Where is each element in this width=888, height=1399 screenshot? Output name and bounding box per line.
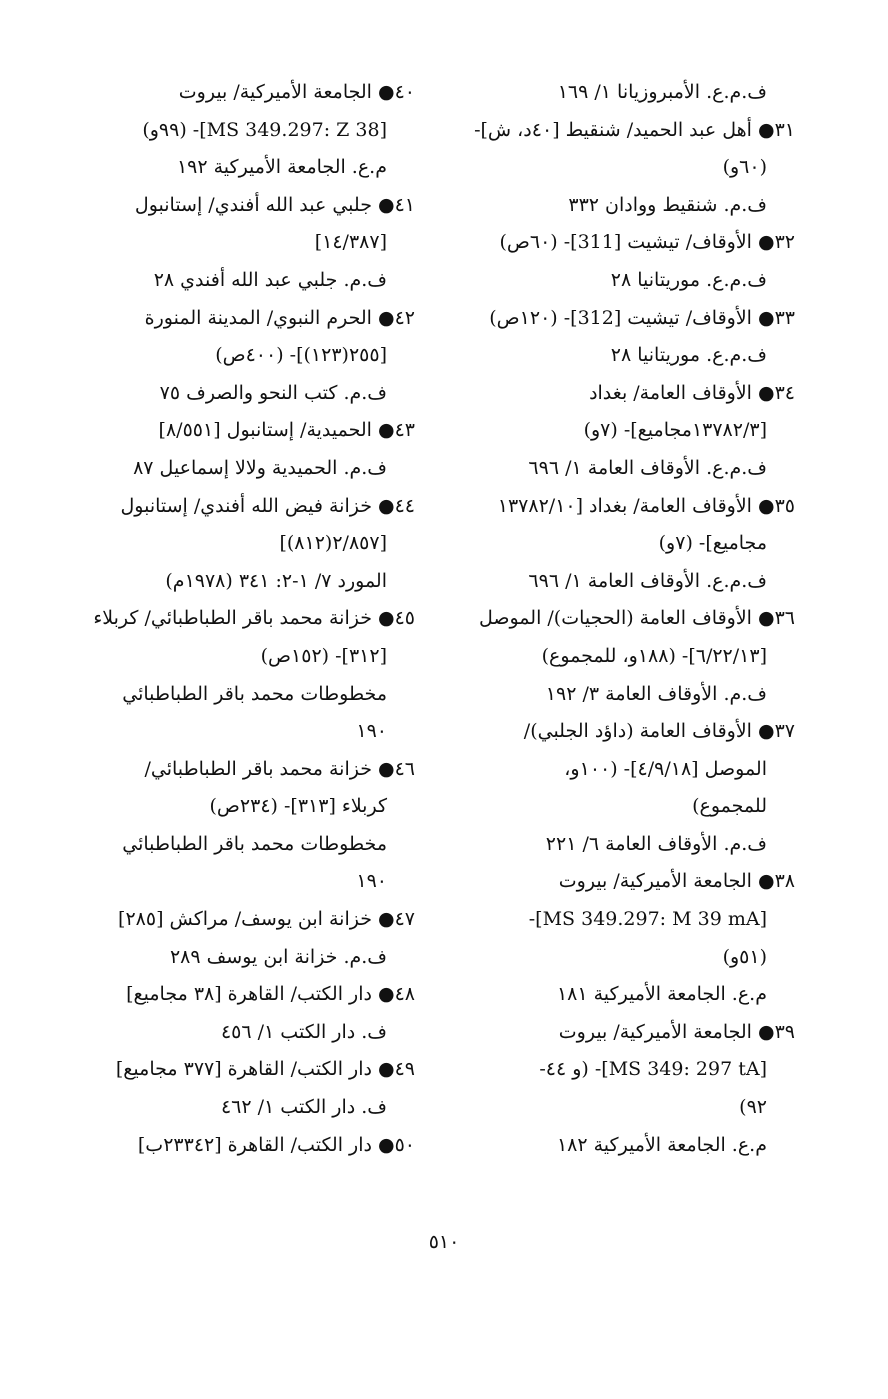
entry-detail-line: م.ع. الجامعة الأميركية ١٨١ [556,983,767,1006]
entry-heading-line: ٣٥● الأوقاف العامة/ بغداد [١٣٧٨٢/١٠ [497,494,795,517]
entry-detail-line: مخطوطات محمد باقر الطباطبائي [122,682,387,705]
entry-detail-line: [١٣٧٨٢/٣مجاميع]- (٧و) [583,419,767,442]
entry-detail-line: ف.م. خزانة ابن يوسف ٢٨٩ [169,945,387,968]
entry-detail-line: ف.م. شنقيط ووادان ٣٣٢ [568,193,767,216]
entry-detail-line: م.ع. الجامعة الأميركية ١٩٢ [176,156,387,179]
entry-detail-line: ١٩٠ [356,870,387,893]
entry-detail-line: ١٩٠ [356,720,387,743]
entry-detail-line: ف.م.ع. موريتانيا ٢٨ [610,268,767,291]
entry-detail-line: ف.م.ع. موريتانيا ٢٨ [610,344,767,367]
entry-heading-line: ٤٧● خزانة ابن يوسف/ مراكش [٢٨٥] [118,908,415,931]
entry-heading-line: ٣١● أهل عبد الحميد/ شنقيط [٤٠د، ش]- [474,118,795,141]
entry-detail-line: ف. دار الكتب ١/ ٤٦٢ [220,1096,387,1119]
entry-heading-line: ٣٦● الأوقاف العامة (الحجيات)/ الموصل [478,607,795,630]
entry-detail-line: ف.م.ع. الأمبروزيانا ١/ ١٦٩ [557,81,767,103]
entry-heading-line: ٤٠● الجامعة الأميركية/ بيروت [178,81,415,103]
entry-heading-line: ٥٠● دار الكتب/ القاهرة [٢٣٣٤٢ب] [137,1133,415,1156]
entry-detail-line: [٢٥٥(١٢٣)]- (٤٠٠ص) [215,344,387,367]
entry-detail-line: ف. دار الكتب ١/ ٤٥٦ [220,1020,387,1043]
entry-heading-line: ٣٣● الأوقاف/ تيشيت [312]- (١٢٠ص) [489,306,795,329]
entry-detail-line: للمجموع) [692,795,767,818]
entry-detail-line: [MS 349: 297 tA]- (و ٤٤- [539,1058,767,1081]
entry-heading-line: ٤٥● خزانة محمد باقر الطباطبائي/ كربلاء [93,607,415,630]
entry-detail-line: ف.م.ع. الأوقاف العامة ١/ ٦٩٦ [528,569,767,592]
entry-heading-line: ٤٢● الحرم النبوي/ المدينة المنورة [144,306,415,329]
entry-detail-line: ف.م. كتب النحو والصرف ٧٥ [159,381,387,404]
entry-detail-line: ف.م. الأوقاف العامة ٦/ ٢٢١ [545,832,767,855]
entry-detail-line: [٦/٢٢/١٣]- (١٨٨و، للمجموع) [541,644,767,667]
entry-detail-line: ف.م. جلبي عبد الله أفندي ٢٨ [153,268,387,291]
entry-detail-line: مجاميع]- (٧و) [658,532,767,555]
entry-heading-line: ٣٤● الأوقاف العامة/ بغداد [589,381,795,404]
entry-detail-line: م.ع. الجامعة الأميركية ١٨٢ [556,1133,767,1156]
entry-heading-line: ٣٨● الجامعة الأميركية/ بيروت [558,870,795,893]
right-column [452,74,795,1164]
entry-detail-line: (٦٠و) [722,156,767,179]
entry-detail-line: (٥١و) [722,945,767,968]
entry-detail-line: ف.م. الأوقاف العامة ٣/ ١٩٢ [545,682,767,705]
entry-heading-line: ٤٨● دار الكتب/ القاهرة [٣٨ مجاميع] [126,983,415,1006]
entry-heading-line: ٤٦● خزانة محمد باقر الطباطبائي/ [144,757,415,780]
entry-detail-line: ف.م.ع. الأوقاف العامة ١/ ٦٩٦ [528,456,767,479]
entry-detail-line: [MS 349.297: M 39 mA]- [528,908,767,931]
entry-heading-line: ٣٧● الأوقاف العامة (داؤد الجلبي)/ [523,720,795,743]
entry-detail-line: المورد ٧/ ١-٢: ٣٤١ (١٩٧٨م) [165,569,387,592]
entry-heading-line: ٤١● جلبي عبد الله أفندي/ إستانبول [134,193,415,216]
entry-heading-line: ٣٩● الجامعة الأميركية/ بيروت [558,1020,795,1043]
entry-heading-line: ٤٣● الحميدية/ إستانبول [٨/٥٥١] [158,419,415,442]
entry-detail-line: مخطوطات محمد باقر الطباطبائي [122,832,387,855]
entry-detail-line: ف.م. الحميدية ولالا إسماعيل ٨٧ [133,456,387,479]
entry-heading-line: ٣٢● الأوقاف/ تيشيت [311]- (٦٠ص) [499,231,795,254]
left-column [70,74,415,1164]
entry-detail-line: [٢/٨٥٧(٨١٢)] [279,532,387,555]
entry-detail-line: [MS 349.297: Z 38]- (٩٩و) [142,118,387,141]
entry-heading-line: ٤٩● دار الكتب/ القاهرة [٣٧٧ مجاميع] [115,1058,415,1081]
entry-heading-line: ٤٤● خزانة فيض الله أفندي/ إستانبول [120,494,415,517]
page-number: ٥١٠ [428,1231,460,1253]
entry-detail-line: [١٤/٣٨٧] [314,231,387,254]
entry-detail-line: كربلاء [٣١٣]- (٢٣٤ص) [209,795,387,818]
entry-detail-line: ٩٢) [739,1096,767,1119]
entry-detail-line: [٣١٢]- (١٥٢ص) [260,644,387,667]
entry-detail-line: الموصل [٤/٩/١٨]- (١٠٠و، [564,757,767,780]
